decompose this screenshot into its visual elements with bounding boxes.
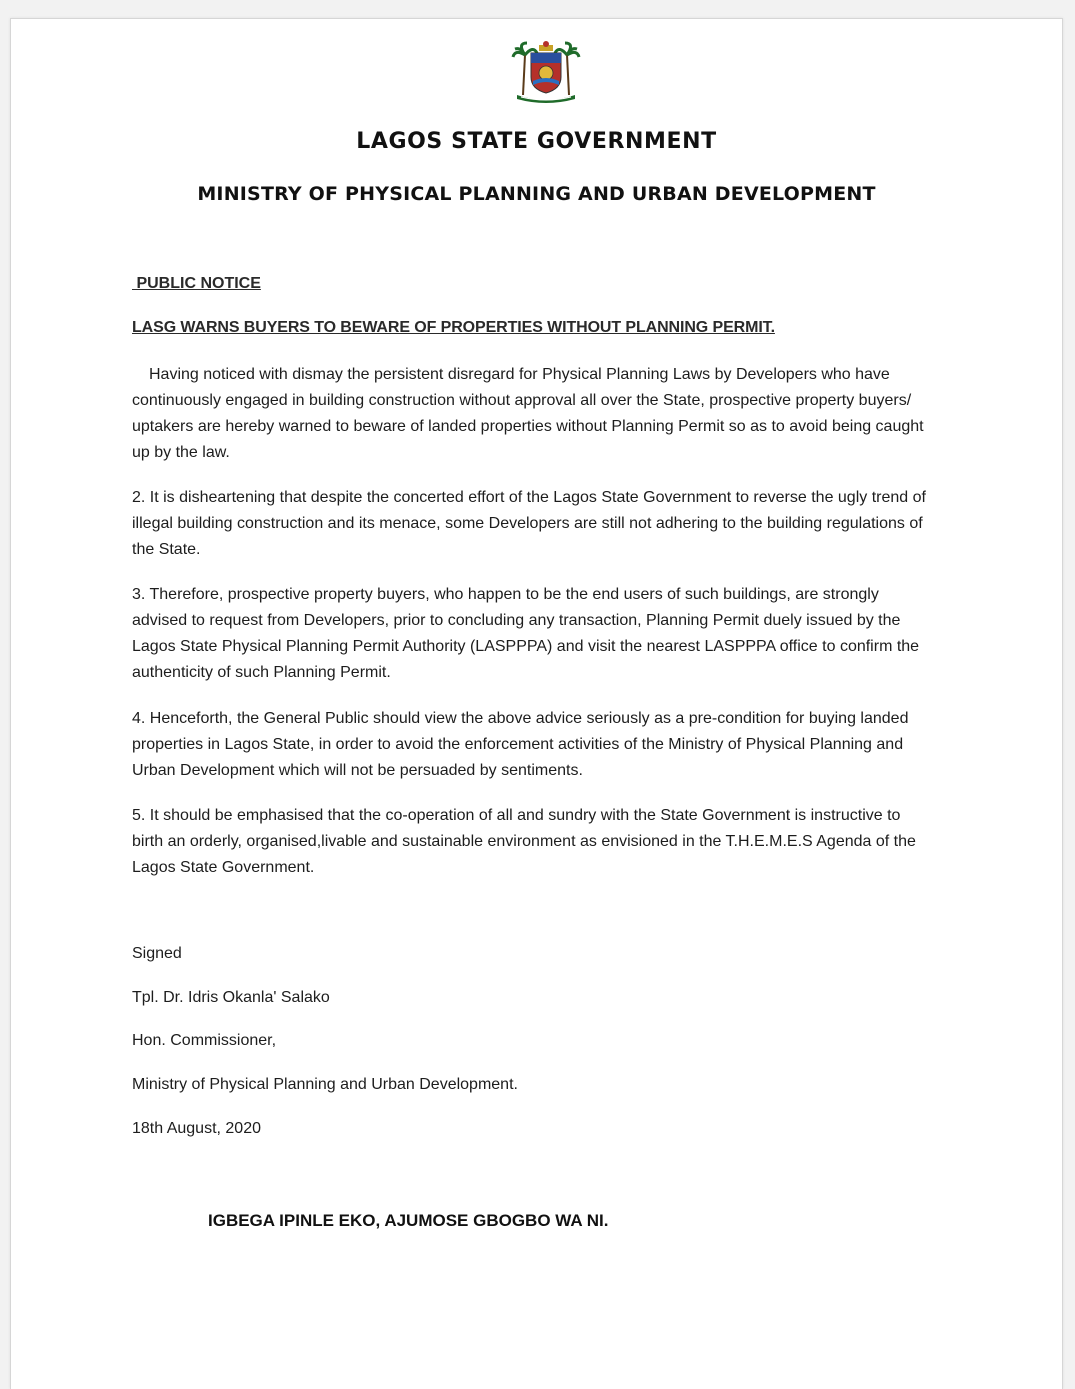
signatory-ministry: Ministry of Physical Planning and Urban Development.	[132, 1076, 518, 1093]
notice-date: 18th August, 2020	[132, 1120, 261, 1137]
notice-paragraph-intro: Having noticed with dismay the persistent disregard for Physical Planning Laws by Developers who have continuously engaged in building construction without approval all over the State, prospective property buyers/ uptakers are hereby warned to beware of landed properties without Planning Permit so as to avoid being caught up by the law.	[132, 366, 924, 461]
notice-paragraph-5: 5. It should be emphasised that the co-operation of all and sundry with the State Government is instructive to birth an orderly, organised,livable and sustainable environment as envisioned in the T.H.E.M.E.S Agenda of the Lagos State Government.	[132, 807, 916, 876]
signed-label: Signed	[132, 945, 182, 962]
state-motto: IGBEGA IPINLE EKO, AJUMOSE GBOGBO WA NI.	[208, 1211, 609, 1230]
ministry-heading: MINISTRY OF PHYSICAL PLANNING AND URBAN DEVELOPMENT	[197, 183, 876, 205]
government-heading: LAGOS STATE GOVERNMENT	[356, 129, 717, 154]
lagos-state-coat-of-arms-icon	[511, 35, 581, 105]
notice-paragraph-2: 2. It is disheartening that despite the concerted effort of the Lagos State Government to reverse the ugly trend of illegal building construction and its menace, some Developers are still not adhering to the building regulations of the State.	[132, 489, 926, 558]
notice-paragraph-3: 3. Therefore, prospective property buyers, who happen to be the end users of such buildings, are strongly advised to request from Developers, prior to concluding any transaction, Planning Permit duely issued by the Lagos State Physical Planning Permit Authority (LASPPPA) and visit the nearest LASPPPA office to confirm the authenticity of such Planning Permit.	[132, 586, 920, 681]
notice-title: LASG WARNS BUYERS TO BEWARE OF PROPERTIES WITHOUT PLANNING PERMIT.	[132, 319, 775, 336]
signatory-role: Hon. Commissioner,	[132, 1032, 277, 1049]
notice-paragraph-4: 4. Henceforth, the General Public should view the above advice seriously as a pre-condition for buying landed properties in Lagos State, in order to avoid the enforcement activities of the Ministry of Physical Planning and Urban Development which will not be persuaded by sentiments.	[132, 710, 909, 779]
signatory-name: Tpl. Dr. Idris Okanla' Salako	[132, 989, 330, 1006]
document-page	[10, 18, 1063, 1389]
public-notice-label: PUBLIC NOTICE	[132, 275, 261, 292]
